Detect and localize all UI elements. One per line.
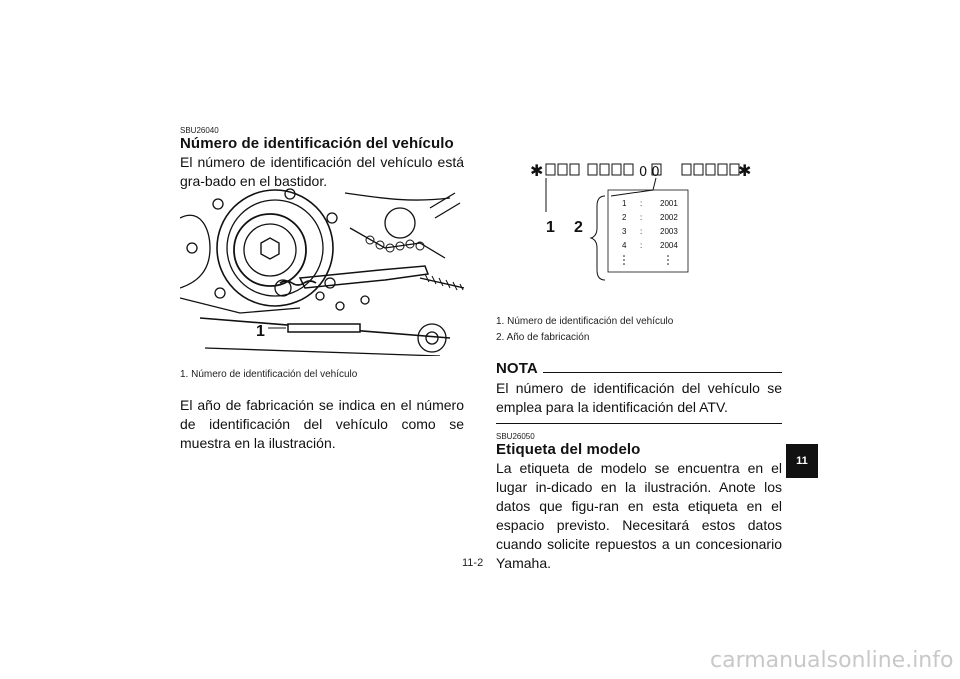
section-heading: Número de identificación del vehículo <box>180 135 454 152</box>
year-sep: : <box>640 213 643 222</box>
year-value: 2004 <box>660 241 678 250</box>
vin-mid-digits: 0 0 <box>639 165 660 180</box>
engine-drawing <box>180 188 464 356</box>
nota-box <box>496 360 782 424</box>
year-value: 2002 <box>660 213 678 222</box>
vin-suffix-star: ✱ <box>738 161 752 180</box>
year-table <box>622 199 678 250</box>
section2-heading: Etiqueta del modelo <box>496 441 641 458</box>
year-code: 2 <box>622 213 627 222</box>
vin-drawing <box>490 150 780 290</box>
year-value: 2001 <box>660 199 678 208</box>
year-code: 4 <box>622 241 627 250</box>
year-code: 3 <box>622 227 627 236</box>
figure-label: 1 <box>256 323 265 340</box>
year-sep: : <box>640 199 643 208</box>
callout-2: 2 <box>574 219 583 236</box>
figure-caption: 1. Número de identificación del vehículo <box>180 369 358 380</box>
year-paragraph: El año de fabricación se indica en el número de identificación del vehículo como se muestra en la ilustración. <box>180 397 464 451</box>
engine-illustration <box>180 188 464 356</box>
continuation-dots <box>623 255 669 265</box>
nota-top-rule <box>543 372 782 373</box>
vin-caption-1: 1. Número de identificación del vehículo <box>496 316 674 327</box>
nota-text: El número de identificación del vehículo se emplea para la identificación del ATV. <box>496 380 782 415</box>
year-code: 1 <box>622 199 627 208</box>
chapter-tab: 11 <box>786 444 818 478</box>
year-sep: : <box>640 227 643 236</box>
vin-diagram <box>490 150 780 290</box>
section2-paragraph: La etiqueta de modelo se encuentra en el lugar in-dicado en la ilustración. Anote los datos que figu-ran en esta etiqueta en el espacio previsto. Necesitará estos datos cuando solicite repuestos a un concesionario Yamaha. <box>496 460 782 571</box>
callout-1: 1 <box>546 219 555 236</box>
year-value: 2003 <box>660 227 678 236</box>
section-code: SBU26040 <box>180 126 219 135</box>
section2-code: SBU26050 <box>496 432 535 441</box>
nota-bottom-rule <box>496 423 782 424</box>
page-number: 11-2 <box>462 557 484 569</box>
nota-title: NOTA <box>496 360 538 377</box>
year-sep: : <box>640 241 643 250</box>
vin-caption-2: 2. Año de fabricación <box>496 332 590 343</box>
vin-prefix-star: ✱ <box>530 161 544 180</box>
watermark: carmanualsonline.info <box>710 648 954 673</box>
intro-paragraph: El número de identificación del vehículo está gra-bado en el bastidor. <box>180 154 464 189</box>
